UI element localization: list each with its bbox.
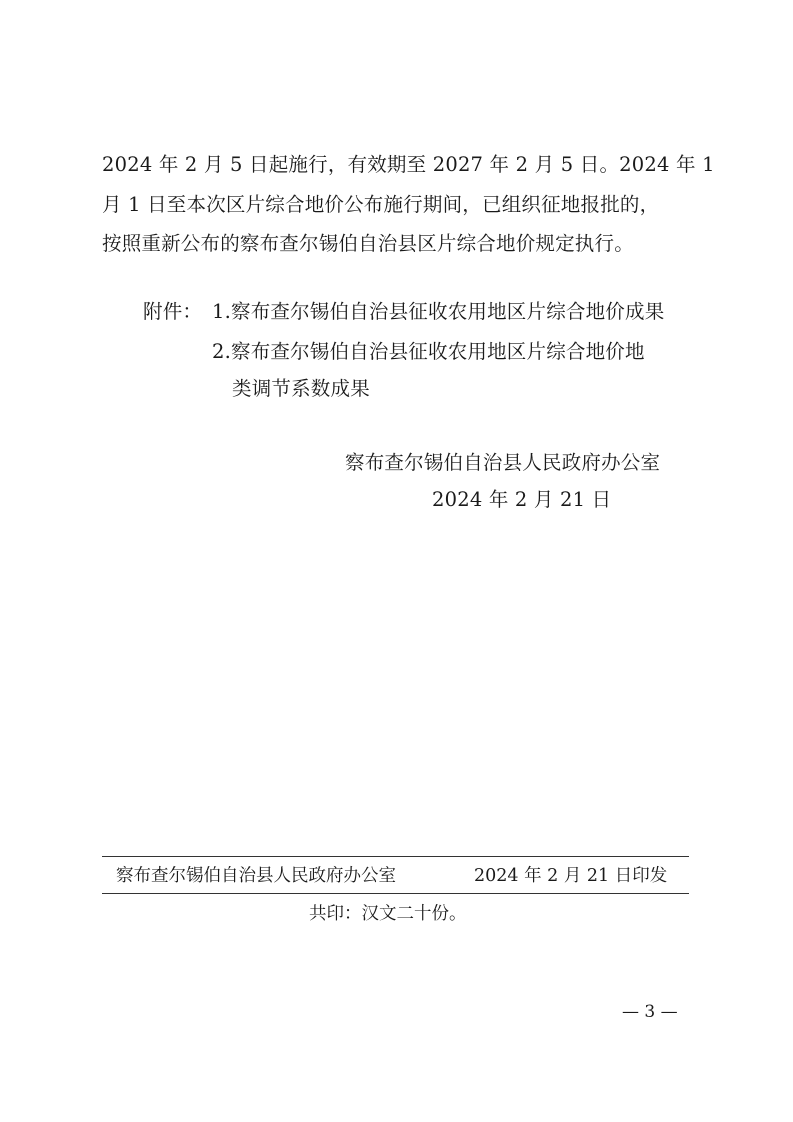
attachment-label: 附件： <box>143 300 203 323</box>
attachment-item-2-continuation: 类调节系数成果 <box>232 377 370 400</box>
signature-issuer: 察布查尔锡伯自治县人民政府办公室 <box>345 451 661 474</box>
paragraph-line-3: 按照重新公布的察布查尔锡伯自治县区片综合地价规定执行。 <box>102 232 634 255</box>
attachment-item-1: 1.察布查尔锡伯自治县征收农用地区片综合地价成果 <box>212 300 665 323</box>
footer-copies: 共印：汉文二十份。 <box>309 904 467 924</box>
footer-issuer: 察布查尔锡伯自治县人民政府办公室 <box>116 866 396 886</box>
page-number: — 3 — <box>622 1002 678 1022</box>
attachment-item-2: 2.察布查尔锡伯自治县征收农用地区片综合地价地 <box>212 340 645 363</box>
footer-top-rule <box>102 856 689 857</box>
signature-date: 2024 年 2 月 21 日 <box>432 488 612 511</box>
paragraph-line-1: 2024 年 2 月 5 日起施行，有效期至 2027 年 2 月 5 日。2024 年 1 <box>102 153 715 176</box>
paragraph-line-2: 月 1 日至本次区片综合地价公布施行期间，已组织征地报批的， <box>102 193 660 216</box>
footer-bottom-rule <box>102 893 689 894</box>
footer-print-date: 2024 年 2 月 21 日印发 <box>474 866 668 886</box>
